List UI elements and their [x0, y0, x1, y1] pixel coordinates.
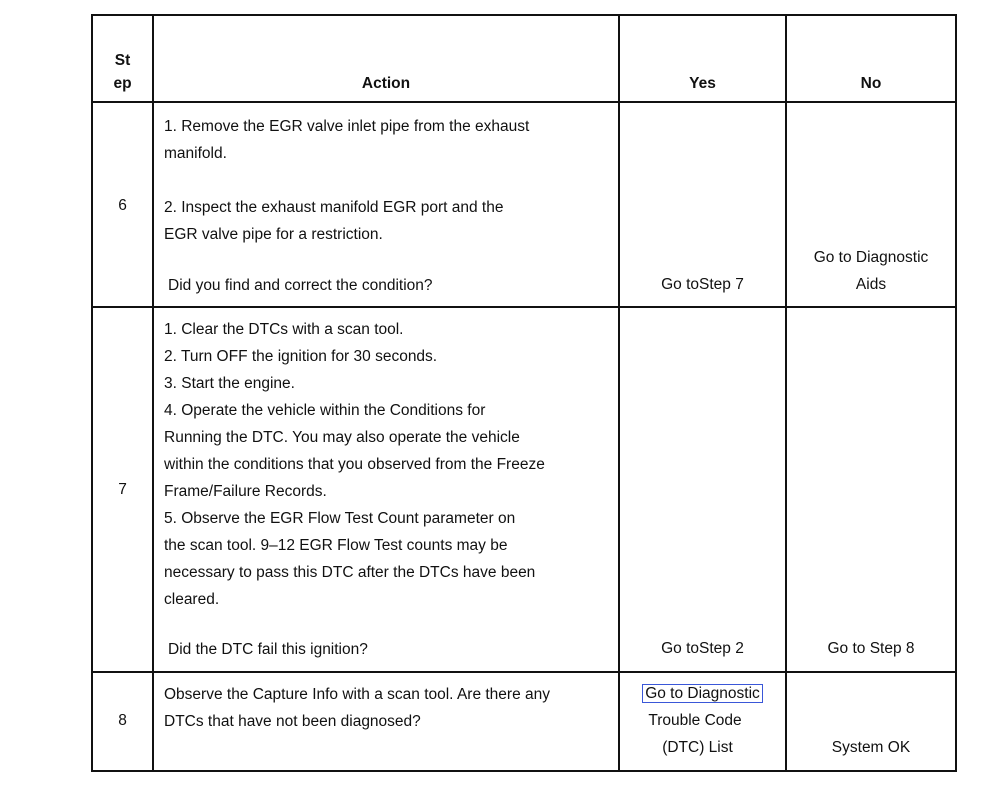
row-divider-7-8 [91, 671, 957, 673]
header-action: Action [361, 75, 411, 92]
action-7-line-11: cleared. [164, 591, 220, 608]
action-7-line-10: necessary to pass this DTC after the DTCs have been [164, 564, 536, 581]
action-6-line-1: 1. Remove the EGR valve inlet pipe from the exhaust [164, 118, 530, 135]
no-6-l2: Aids [855, 276, 887, 293]
action-6-line-2: manifold. [164, 145, 227, 162]
action-7-line-9: the scan tool. 9–12 EGR Flow Test counts may be [164, 537, 508, 554]
action-7-line-8: 5. Observe the EGR Flow Test Count parameter on [164, 510, 516, 527]
col-divider-action [618, 14, 620, 772]
action-8-line-2: DTCs that have not been diagnosed? [164, 713, 421, 730]
action-7-line-7: Frame/Failure Records. [164, 483, 327, 500]
header-no: No [860, 75, 882, 92]
diagnostic-table [91, 14, 957, 772]
no-6-l1: Go to Diagnostic [813, 249, 929, 266]
action-7-line-1: 1. Clear the DTCs with a scan tool. [164, 321, 404, 338]
header-divider [91, 101, 957, 103]
col-divider-step [152, 14, 154, 772]
question-7: Did the DTC fail this ignition? [168, 641, 368, 658]
step-number-8: 8 [118, 712, 127, 729]
table-border-left [91, 14, 93, 772]
question-6: Did you find and correct the condition? [168, 277, 433, 294]
col-divider-yes [785, 14, 787, 772]
table-border-right [955, 14, 957, 772]
step-number-7: 7 [118, 481, 127, 498]
action-6-line-4: 2. Inspect the exhaust manifold EGR port and the [164, 199, 504, 216]
action-8-line-1: Observe the Capture Info with a scan tool. Are there any [164, 686, 550, 703]
action-7-line-3: 3. Start the engine. [164, 375, 295, 392]
header-step-l1: St [114, 52, 131, 69]
step-number-6: 6 [118, 197, 127, 214]
action-7-line-2: 2. Turn OFF the ignition for 30 seconds. [164, 348, 438, 365]
yes-6: Go toStep 7 [661, 276, 744, 293]
yes-7: Go toStep 2 [661, 640, 744, 657]
yes-8-l2: Trouble Code [648, 712, 742, 729]
header-yes: Yes [689, 75, 716, 92]
diagnostic-trouble-code-link[interactable]: Go to Diagnostic [642, 684, 763, 703]
action-7-line-4: 4. Operate the vehicle within the Conditions for [164, 402, 486, 419]
yes-8-link-row [620, 685, 785, 703]
action-7-line-5: Running the DTC. You may also operate the vehicle [164, 429, 520, 446]
table-border-top [91, 14, 957, 16]
action-6-line-5: EGR valve pipe for a restriction. [164, 226, 383, 243]
row-divider-6-7 [91, 306, 957, 308]
no-7: Go to Step 8 [827, 640, 915, 657]
table-border-bottom [91, 770, 957, 772]
action-7-line-6: within the conditions that you observed from the Freeze [164, 456, 545, 473]
yes-8-l3: (DTC) List [662, 739, 733, 756]
header-step-l2: ep [113, 75, 132, 92]
no-8: System OK [831, 739, 911, 756]
